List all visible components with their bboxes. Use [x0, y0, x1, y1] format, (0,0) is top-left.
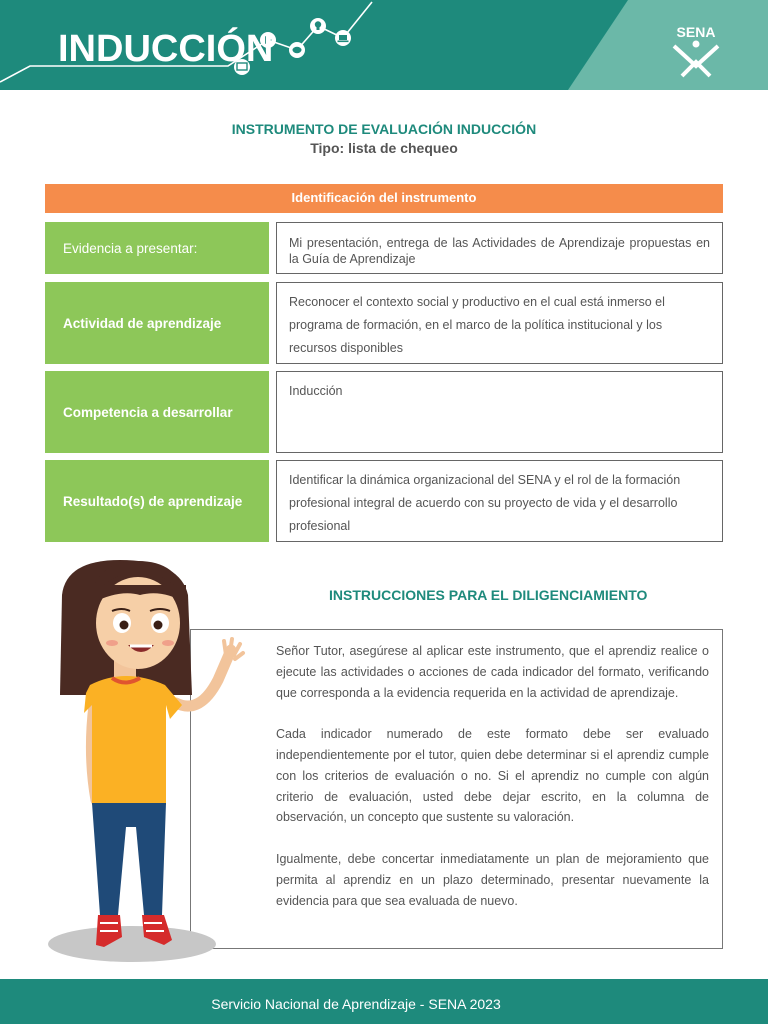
instructions-paragraph: Igualmente, debe concertar inmediatamente un plan de mejoramiento que permita al aprendiz en un plazo determinado, presentar nuevamente la evidencia para que sea evaluada de nuevo. [276, 851, 709, 908]
instructions-text [276, 641, 709, 932]
lightbulb-icon [310, 18, 326, 34]
label-resultado: Resultado(s) de aprendizaje [45, 460, 269, 542]
header-title: INDUCCIÓN [58, 28, 274, 70]
label-actividad: Actividad de aprendizaje [45, 282, 269, 364]
label-competencia: Competencia a desarrollar [45, 371, 269, 453]
svg-text:SENA: SENA [676, 24, 716, 40]
tutor-character-illustration [40, 555, 250, 965]
footer-text: Servicio Nacional de Aprendizaje - SENA 2023 [211, 996, 501, 1012]
value-evidencia: Mi presentación, entrega de las Actividades de Aprendizaje propuestas en la Guía de Aprendizaje [276, 222, 723, 274]
label-evidencia: Evidencia a presentar: [45, 222, 269, 274]
value-competencia: Inducción [276, 371, 723, 453]
instructions-paragraph: Cada indicador numerado de este formato debe ser evaluado independientemente por el tutor, quien debe determinar si el aprendiz cumple con los criterios de evaluación o no. Si el aprendiz no cumple con algún criterio de evaluación, usted debe dejar escrito, en la columna de observación, un concepto que sustente su valoración. [276, 727, 709, 825]
page-header [0, 0, 768, 90]
document-title: INSTRUMENTO DE EVALUACIÓN INDUCCIÓN [231, 121, 537, 137]
document-subtitle: Tipo: lista de chequeo [310, 140, 458, 156]
chat-icon [289, 42, 305, 58]
sena-logo [664, 22, 728, 78]
laptop-icon [335, 30, 351, 46]
identification-header: Identificación del instrumento [45, 184, 723, 213]
value-resultado: Identificar la dinámica organizacional del SENA y el rol de la formación profesional integral de acuerdo con su proyecto de vida y el desarrollo profesional [276, 460, 723, 542]
instructions-title: INSTRUCCIONES PARA EL DILIGENCIAMIENTO [329, 587, 648, 603]
instructions-paragraph: Señor Tutor, asegúrese al aplicar este instrumento, que el aprendiz realice o ejecute las actividades o acciones de cada indicador del formato, verificando que corresponda a la evidencia requerida en la actividad de aprendizaje. [276, 644, 709, 700]
value-actividad: Reconocer el contexto social y productivo en el cual está inmerso el programa de formación, en el marco de la política institucional y los recursos disponibles [276, 282, 723, 364]
